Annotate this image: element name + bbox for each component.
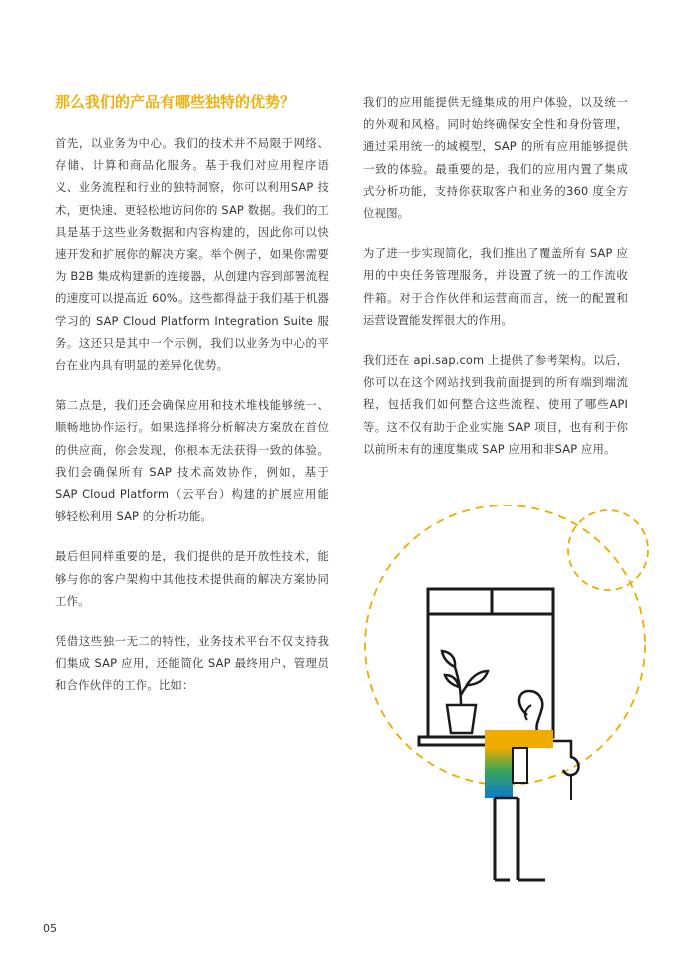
left-column	[55, 132, 329, 715]
paragraph-reference-architecture: 我们还在 api.sap.com 上提供了参考架构。以后，你可以在这个网站找到我前面提到的所有端到端流程，包括我们如何整合这些流程、使用了哪些API 等。这不仅有助于企业实施 SAP 项目，也有利于你以前所未有的速度集成 SAP 应用和非SAP 应用。	[363, 353, 628, 456]
paragraph-unified-stack: 第二点是，我们还会确保应用和技术堆栈能够统一、顺畅地协作运行。如果选择将分析解决方案放在首位的供应商，你会发现，你根本无法获得一致的体验。我们会确保所有 SAP 技术高效协作，例如，基于 SAP Cloud Platform（云平台）构建的扩展应用能够轻松利用 SAP 的分析功能。	[55, 398, 329, 524]
window-icon	[419, 589, 553, 745]
person-at-window-illustration	[355, 505, 655, 895]
page-number: 05	[43, 922, 57, 935]
paragraph-seamless-experience: 我们的应用能提供无缝集成的用户体验，以及统一的外观和风格。同时始终确保安全性和身份管理，通过采用统一的域模型，SAP 的所有应用能够提供一致的体验。最重要的是，我们的应用内置了集成式分析功能，支持你获取客户和业务的360 度全方位视图。	[363, 95, 628, 221]
right-column	[363, 91, 628, 478]
page-heading: 那么我们的产品有哪些独特的优势？	[55, 93, 296, 111]
paragraph-open-technology: 最后但同样重要的是，我们提供的是开放性技术，能够与你的客户架构中其他技术提供商的解决方案协同工作。	[55, 549, 329, 608]
paragraph-task-management: 为了进一步实现简化，我们推出了覆盖所有 SAP 应用的中央任务管理服务，并设置了统一的工作流收件箱。对于合作伙伴和运营商而言，统一的配置和运营设置能发挥很大的作用。	[363, 246, 628, 327]
paragraph-business-centric: 首先，以业务为中心。我们的技术并不局限于网络、存储、计算和商品化服务。基于我们对应用程序语义、业务流程和行业的独特洞察，你可以利用SAP 技术，更快速、更轻松地访问你的 SAP 数据。我们的工具是基于这些业务数据和内容构建的，因此你可以快速开发和扩展你的解决方案。举个例子，如果你需要为 B2B 集成构建新的连接器，从创建内容到部署流程的速度可以提高近 60%。这些都得益于我们基于机器学习的 SAP Cloud Platform Integration Suite 服务。这还只是其中一个示例，我们以业务为中心的平台在业内具有明显的差异化优势。	[55, 136, 329, 373]
paragraph-unique-features: 凭借这些独一无二的特性，业务技术平台不仅支持我们集成 SAP 应用，还能简化 SAP 最终用户、管理员和合作伙伴的工作。比如：	[55, 634, 329, 693]
